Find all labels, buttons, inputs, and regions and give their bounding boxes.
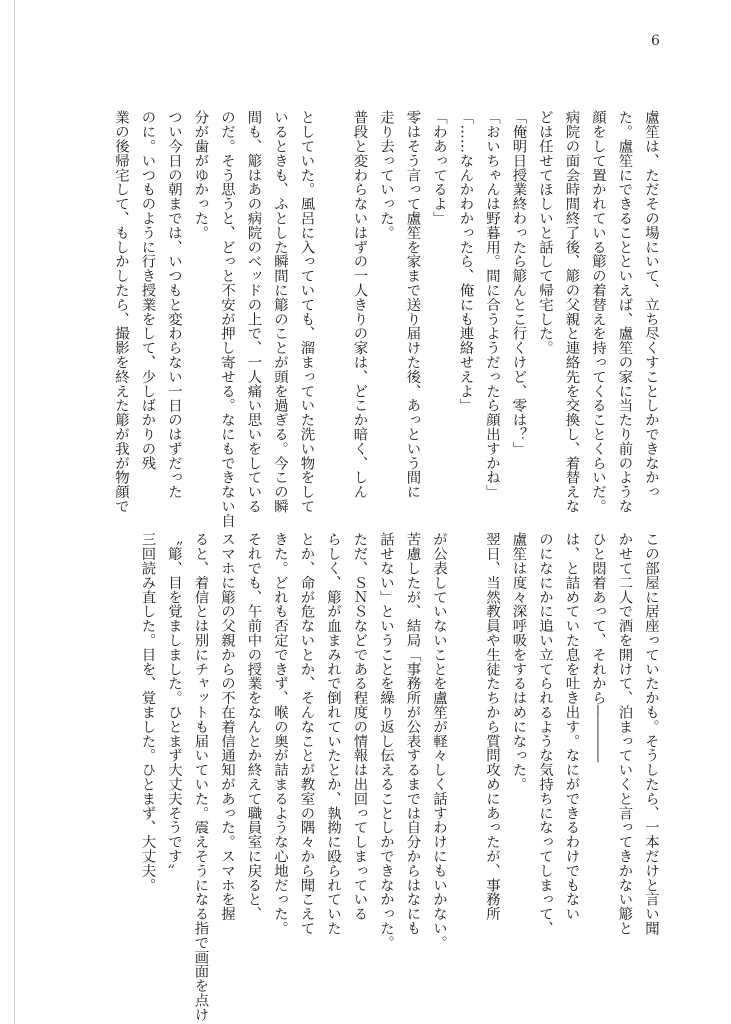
text-column: つい今日の朝までは、いつもと変わらない一日のはずだった [166,110,182,499]
text-column: た。盧笙にできることといえば、盧笙の家に当たり前のような [616,110,633,514]
text-column: 翌日、当然教員や生徒たちから質問攻めにあったが、事務所 [484,532,500,921]
page-number: 6 [651,33,660,49]
text-column: 「俺明日授業終わったら簓んとこ行くけど、零は？」 [510,110,527,456]
top-text-block [108,110,665,528]
text-column: 分が歯がゆかった。 [192,110,209,240]
text-column: スマホに簓の父親からの不在着信通知があった。スマホを握 [219,532,235,921]
text-column: のになにかに追い立てられるような気持ちになってしまって、 [537,532,553,936]
text-column: 盧笙は度々深呼吸をするはめになった。 [510,532,527,792]
text-column: きた。どれも否定できず、喉の奥が詰まるような心地だった。 [272,532,288,936]
text-column: のに。いつものように行き授業をして、少しばかりの残 [139,110,156,470]
bottom-text-block [134,532,664,1022]
text-column: それでも、午前中の授業をなんとか終えて職員室に戻ると、 [245,532,262,921]
text-column: 間も、簓はあの病院のベッドの上で、一人痛い思いをしている [245,110,262,514]
text-column: 病院の面会時間終了後、簓の父親と連絡先を交換し、着替えな [563,110,580,514]
text-column: としていた。風呂に入っていても、溜まっていた洗い物をして [298,110,315,514]
text-column: 普段と変わらないはずの一人きりの家は、どこか暗く、しん [351,110,368,499]
text-column: 零はそう言って盧笙を家まで送り届けた後、あっという間に [404,110,421,499]
text-column: 業の後帰宅して、もしかしたら、撮影を終えた簓が我が物顔で [113,110,129,514]
text-column: ひと悶着あって、それから―――― [590,532,606,763]
text-column: 三回読み直した。目を、覚ました。ひとまず、大丈夫。 [139,532,156,892]
text-column: のだ。そう思うと、どっと不安が押し寄せる。なにもできない自 [219,110,235,528]
text-column: いるときも、ふとした瞬間に簓のことが頭を過ぎる。今この瞬 [272,110,288,514]
text-column: 「おいちゃんは野暮用。間に合うようだったら顔出すかね」 [484,110,500,499]
text-column: 「……なんかわかったら、俺にも連絡せえよ」 [457,110,474,413]
text-column: 〝簓、目を覚ましました。ひとまず大丈夫そうです〟 [166,532,182,878]
text-column: かせて二人で酒を開けて、泊まっていくと言ってきかない簓と [616,532,633,936]
text-column: 走り去っていった。 [378,110,394,240]
text-column: は、と詰めていた息を吐き出す。なにができるわけでもない [563,532,580,921]
text-column: この部屋に居座っていたかも。そうしたら、一本だけと言い聞 [643,532,659,936]
text-column: が公表していないことを盧笙が軽々しく話すわけにもいかない。 [431,532,447,950]
text-column: ただ、ＳＮＳなどである程度の情報は出回ってしまっている [351,532,368,921]
page-edge-rule [14,0,15,1024]
text-column: 苦慮したが、結局「事務所が公表するまでは自分からはなにも [404,532,421,936]
text-column: らしく、簓が血まみれで倒れていたとか、執拗に殴られていた [325,532,341,936]
text-column: とか、命が危ないとか、そんなことが教室の隅々から聞こえて [298,532,315,936]
text-column: 顔をして置かれている簓の着替えを持ってくることくらいだ。 [590,110,606,514]
text-column: どは任せてほしいと話して帰宅した。 [537,110,553,355]
text-column: 「わあってるよ」 [431,110,447,226]
text-column: 話せない」ということを繰り返し伝えることしかできなかった。 [378,532,394,950]
text-column: 盧笙は、ただその場にいて、立ち尽くすことしかできなかっ [643,110,659,499]
text-column: ると、着信とは別にチャットも届いていた。震えそうになる指で画面を点け [192,532,209,1022]
